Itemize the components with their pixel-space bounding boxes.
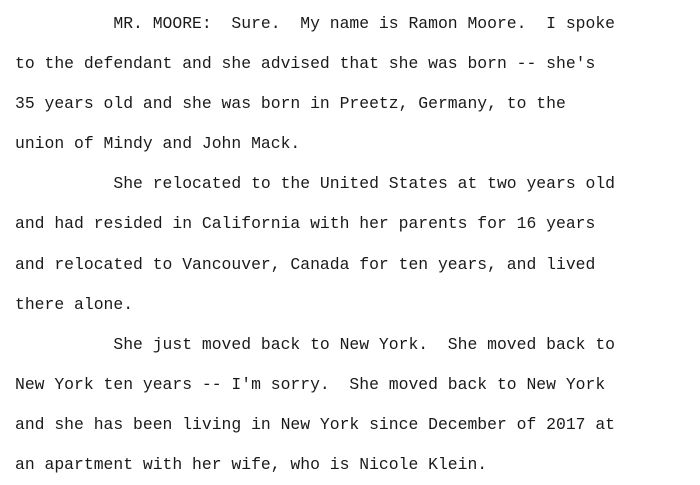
transcript-line: MR. MOORE: Sure. My name is Ramon Moore. I spoke xyxy=(15,14,615,33)
transcript-line: union of Mindy and John Mack. xyxy=(15,134,301,154)
transcript-page xyxy=(15,4,695,485)
transcript-line: and had resided in California with her parents for 16 years xyxy=(15,214,596,234)
transcript-line: to the defendant and she advised that she was born -- she's xyxy=(15,54,596,74)
transcript-line: and she has been living in New York since December of 2017 at xyxy=(15,414,615,434)
transcript-line: an apartment with her wife, who is Nicole Klein. xyxy=(15,455,488,475)
transcript-line: New York ten years -- I'm sorry. She moved back to New York xyxy=(15,374,606,394)
transcript-line: 35 years old and she was born in Preetz, Germany, to the xyxy=(15,94,566,114)
transcript-line: She relocated to the United States at two years old xyxy=(15,174,615,194)
transcript-line: there alone. xyxy=(15,294,134,314)
transcript-line: She just moved back to New York. She moved back to xyxy=(15,334,615,354)
transcript-line: and relocated to Vancouver, Canada for ten years, and lived xyxy=(15,254,596,274)
